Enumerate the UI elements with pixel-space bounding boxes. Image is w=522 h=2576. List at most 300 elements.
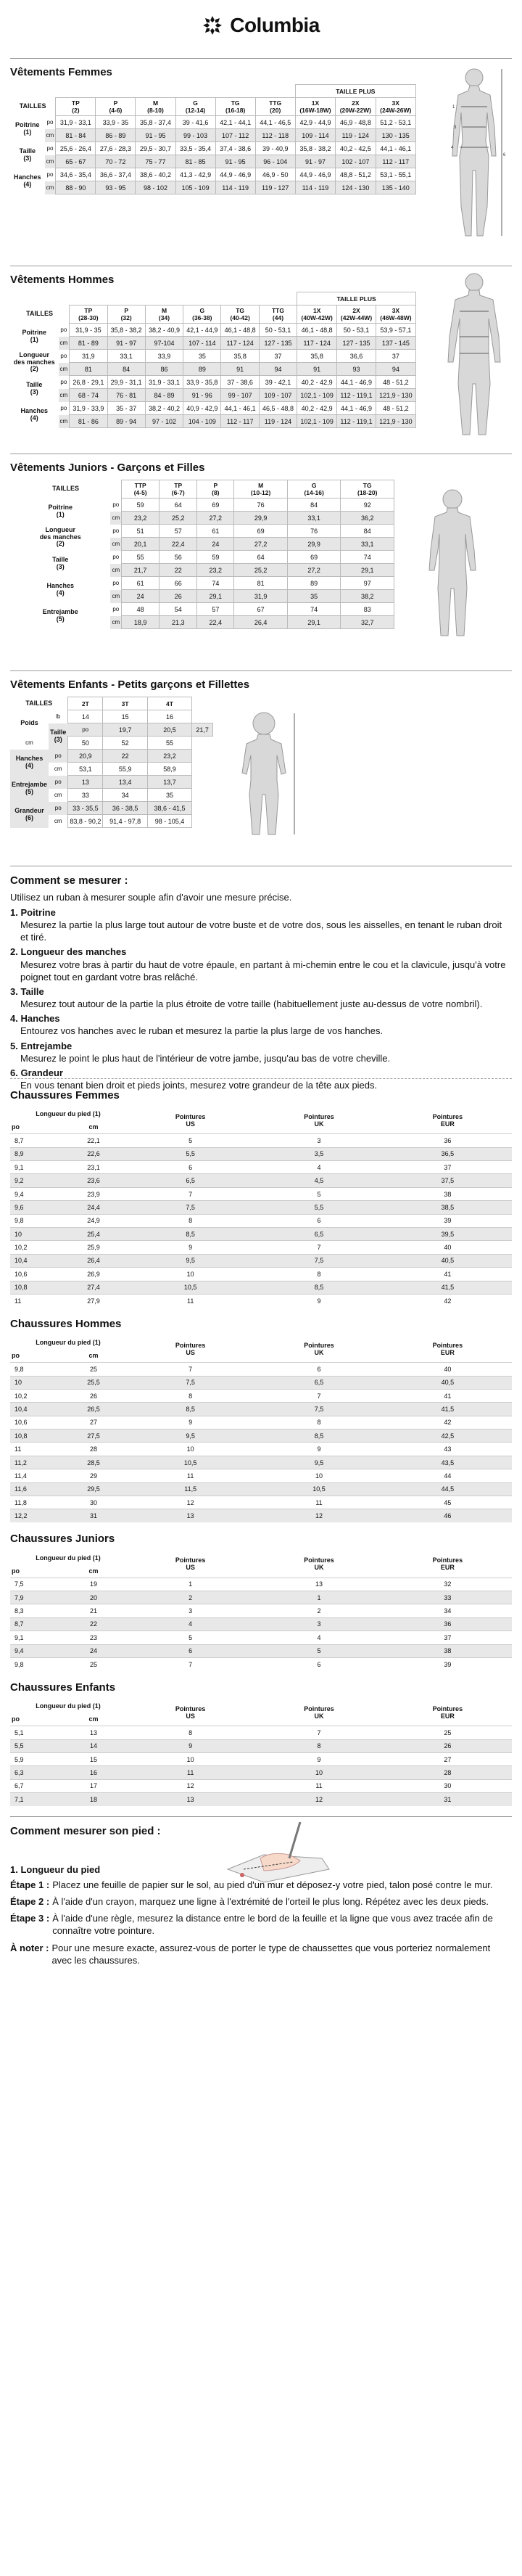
shoe-value: 41 bbox=[384, 1389, 512, 1402]
shoe-value: 10,6 bbox=[10, 1416, 61, 1429]
how-to-item-title: 3. Taille bbox=[10, 985, 44, 997]
size-row bbox=[10, 525, 394, 538]
shoe-value: 36,5 bbox=[384, 1147, 512, 1160]
size-value: 48 bbox=[122, 603, 160, 616]
size-value: 33,5 - 35,4 bbox=[175, 142, 215, 155]
size-value: 22,4 bbox=[160, 538, 197, 551]
shoe-value: 10,2 bbox=[10, 1241, 61, 1254]
shoe-size-table bbox=[10, 1551, 512, 1671]
shoe-value: 6 bbox=[126, 1644, 254, 1657]
foot-howto-title: Comment mesurer son pied : bbox=[10, 1824, 161, 1837]
size-row bbox=[10, 776, 213, 789]
size-value: 44,9 - 46,9 bbox=[215, 168, 255, 181]
size-value: 112 - 119,1 bbox=[337, 389, 376, 402]
size-column-header: TG (40-42) bbox=[221, 305, 259, 324]
size-value: 39 - 40,9 bbox=[255, 142, 295, 155]
shoe-value: 9,6 bbox=[10, 1201, 61, 1214]
shoe-value: 10,4 bbox=[10, 1403, 61, 1416]
size-row bbox=[10, 402, 416, 415]
unit-label: cm bbox=[59, 389, 70, 402]
shoe-row bbox=[10, 1403, 512, 1416]
size-value: 20,9 bbox=[68, 750, 103, 763]
size-row bbox=[10, 710, 213, 723]
shoe-value: 9,1 bbox=[10, 1161, 61, 1174]
size-row bbox=[10, 181, 416, 194]
shoe-row bbox=[10, 1752, 512, 1765]
size-value: 37 bbox=[376, 350, 415, 363]
size-value: 48,8 - 51,2 bbox=[336, 168, 376, 181]
shoe-value: 8,5 bbox=[254, 1281, 383, 1294]
size-value: 27,2 bbox=[234, 538, 288, 551]
size-column-header: 4T bbox=[147, 697, 191, 710]
shoe-value: 8 bbox=[126, 1214, 254, 1227]
size-value: 20,5 bbox=[147, 723, 191, 737]
size-value: 96 - 104 bbox=[255, 155, 295, 168]
measure-label: Grandeur (6) bbox=[10, 802, 49, 828]
size-value: 36 - 38,5 bbox=[103, 802, 147, 815]
size-value: 67 bbox=[234, 603, 288, 616]
shoe-value: 9 bbox=[254, 1294, 383, 1307]
size-row bbox=[10, 324, 416, 337]
size-value: 81 - 85 bbox=[175, 155, 215, 168]
size-column-header: TG (18-20) bbox=[341, 480, 394, 499]
measure-label: Hanches (4) bbox=[10, 750, 49, 776]
shoe-value: 38,5 bbox=[384, 1201, 512, 1214]
shoe-row bbox=[10, 1469, 512, 1482]
shoe-value: 3 bbox=[126, 1604, 254, 1617]
foot-step-label: À noter : bbox=[10, 1942, 49, 1953]
how-to-item bbox=[10, 985, 512, 1010]
shoe-value: 25 bbox=[384, 1726, 512, 1739]
shoe-row bbox=[10, 1228, 512, 1241]
shoe-value: 12 bbox=[254, 1509, 383, 1522]
unit-label: cm bbox=[25, 739, 33, 746]
shoe-value: 4,5 bbox=[254, 1174, 383, 1187]
shoe-row bbox=[10, 1578, 512, 1591]
size-value: 19,7 bbox=[103, 723, 147, 737]
size-value: 34 bbox=[103, 789, 147, 802]
shoe-value: 40,5 bbox=[384, 1254, 512, 1267]
size-value: 117 - 124 bbox=[297, 337, 337, 350]
us-header: Pointures US bbox=[175, 1113, 206, 1128]
shoe-row bbox=[10, 1739, 512, 1752]
shoe-value: 40 bbox=[384, 1241, 512, 1254]
size-value: 91 - 96 bbox=[183, 389, 221, 402]
size-value: 97 - 102 bbox=[145, 415, 183, 428]
foot-step-label: Étape 1 : bbox=[10, 1879, 50, 1890]
shoe-value: 10 bbox=[10, 1228, 61, 1241]
size-row bbox=[10, 337, 416, 350]
size-value: 81 - 89 bbox=[70, 337, 107, 350]
size-column-header: G (12-14) bbox=[175, 98, 215, 116]
shoe-value: 23,6 bbox=[61, 1174, 126, 1187]
shoe-value: 27,9 bbox=[61, 1294, 126, 1307]
size-row bbox=[10, 499, 394, 512]
shoe-value: 9 bbox=[254, 1752, 383, 1765]
shoe-value: 14 bbox=[61, 1739, 126, 1752]
size-value: 137 - 145 bbox=[376, 337, 415, 350]
size-value: 38,6 - 41,5 bbox=[147, 802, 191, 815]
shoe-value: 10,5 bbox=[126, 1281, 254, 1294]
size-value: 58,9 bbox=[147, 763, 191, 776]
size-value: 91 bbox=[221, 363, 259, 376]
unit-label: po bbox=[49, 776, 68, 789]
shoe-value: 32 bbox=[384, 1578, 512, 1591]
size-value: 42,1 - 44,9 bbox=[183, 324, 221, 337]
shoe-value: 19 bbox=[61, 1578, 126, 1591]
shoe-value: 33 bbox=[384, 1591, 512, 1604]
shoe-value: 11 bbox=[126, 1766, 254, 1779]
size-value: 33,9 - 35,8 bbox=[183, 376, 221, 389]
shoe-value: 6 bbox=[254, 1363, 383, 1376]
size-column-header: TP (28-30) bbox=[70, 305, 107, 324]
size-value: 46,1 - 48,8 bbox=[297, 324, 337, 337]
size-value: 84 bbox=[341, 525, 394, 538]
shoe-value: 28 bbox=[61, 1443, 126, 1456]
section-title: Vêtements Hommes bbox=[10, 274, 115, 286]
men-size-table bbox=[10, 292, 416, 428]
shoe-value: 11,2 bbox=[10, 1456, 61, 1469]
shoe-row bbox=[10, 1187, 512, 1200]
size-value: 37 bbox=[259, 350, 297, 363]
shoe-value: 36 bbox=[384, 1617, 512, 1630]
size-value: 23,2 bbox=[197, 564, 234, 577]
foot-step-label: Étape 2 : bbox=[10, 1896, 50, 1908]
eur-header: Pointures EUR bbox=[432, 1113, 463, 1128]
size-row bbox=[10, 577, 394, 590]
shoe-value: 8,5 bbox=[126, 1228, 254, 1241]
size-value: 64 bbox=[160, 499, 197, 512]
shoe-value: 39 bbox=[384, 1214, 512, 1227]
section-title: Chaussures Femmes bbox=[10, 1089, 120, 1102]
size-value: 56 bbox=[160, 551, 197, 564]
shoe-value: 10 bbox=[126, 1443, 254, 1456]
size-value: 20,1 bbox=[122, 538, 160, 551]
size-value: 26,4 bbox=[234, 616, 288, 629]
size-column-header: TG (16-18) bbox=[215, 98, 255, 116]
shoe-value: 25,9 bbox=[61, 1241, 126, 1254]
size-value: 91 - 97 bbox=[107, 337, 145, 350]
size-value: 16 bbox=[147, 710, 191, 723]
shoe-value: 27 bbox=[61, 1416, 126, 1429]
shoe-value: 2 bbox=[254, 1604, 383, 1617]
foot-step-text: À l'aide d'une règle, mesurez la distance entre le bord de la feuille et la ligne que vous avez tracée afin de connaître votre pointure. bbox=[52, 1913, 493, 1937]
how-to-item-text: Mesurez le point le plus haut de l'intérieur de votre jambe, jusqu'au bas de votre cheville. bbox=[20, 1052, 391, 1064]
cm-header: cm bbox=[88, 1715, 99, 1723]
shoe-value: 25 bbox=[61, 1657, 126, 1670]
size-value: 33,9 - 35 bbox=[96, 116, 136, 129]
size-value: 109 - 107 bbox=[259, 389, 297, 402]
measure-label: Poids bbox=[20, 718, 38, 726]
shoe-value: 24,9 bbox=[61, 1214, 126, 1227]
unit-label: cm bbox=[54, 792, 62, 798]
po-header: po bbox=[12, 1352, 20, 1360]
svg-text:3: 3 bbox=[454, 126, 457, 130]
size-value: 46,9 - 48,8 bbox=[336, 116, 376, 129]
shoe-value: 13 bbox=[126, 1509, 254, 1522]
unit-label: po bbox=[60, 405, 67, 411]
shoe-row bbox=[10, 1617, 512, 1630]
foot-step-text: Placez une feuille de papier sur le sol, au pied d'un mur et déposez-y votre pied, talon posé contre le mur. bbox=[52, 1879, 493, 1890]
size-value: 97-104 bbox=[145, 337, 183, 350]
shoe-value: 3 bbox=[254, 1134, 383, 1147]
size-value: 91 - 95 bbox=[136, 129, 175, 142]
how-to-item-text: Entourez vos hanches avec le ruban et mesurez la partie la plus large de vos hanches. bbox=[20, 1025, 384, 1037]
size-value: 117 - 124 bbox=[221, 337, 259, 350]
size-value: 112 - 119,1 bbox=[337, 415, 376, 428]
size-value: 29,1 bbox=[287, 616, 341, 629]
size-value: 38,2 - 40,2 bbox=[145, 402, 183, 415]
size-header: TAILLES bbox=[26, 310, 53, 318]
size-value: 127 - 135 bbox=[259, 337, 297, 350]
shoe-value: 5,5 bbox=[126, 1147, 254, 1160]
shoe-value: 44,5 bbox=[384, 1482, 512, 1496]
shoe-value: 4 bbox=[254, 1631, 383, 1644]
shoe-value: 24,4 bbox=[61, 1201, 126, 1214]
shoe-value: 10,8 bbox=[10, 1281, 61, 1294]
size-value: 107 - 114 bbox=[183, 337, 221, 350]
size-row bbox=[10, 737, 213, 750]
shoe-value: 22 bbox=[61, 1617, 126, 1630]
shoe-value: 11,8 bbox=[10, 1496, 61, 1509]
size-value: 31,9 - 33,1 bbox=[145, 376, 183, 389]
size-value: 33,9 bbox=[145, 350, 183, 363]
size-value: 84 bbox=[107, 363, 145, 376]
shoe-value: 12 bbox=[254, 1793, 383, 1806]
foot-step bbox=[10, 1895, 512, 1908]
shoe-row bbox=[10, 1281, 512, 1294]
size-value: 33,1 bbox=[107, 350, 145, 363]
measure-label: Poitrine (1) bbox=[15, 121, 40, 136]
size-value: 102,1 - 109 bbox=[297, 389, 337, 402]
size-value: 84 - 89 bbox=[145, 389, 183, 402]
how-to-item bbox=[10, 1040, 512, 1065]
kids-clothing-section bbox=[10, 678, 512, 858]
shoe-value: 10,6 bbox=[10, 1268, 61, 1281]
size-value: 61 bbox=[197, 525, 234, 538]
us-header: Pointures US bbox=[175, 1705, 206, 1720]
shoe-value: 26,4 bbox=[61, 1254, 126, 1267]
size-value: 83 bbox=[341, 603, 394, 616]
shoe-row bbox=[10, 1416, 512, 1429]
brand-name: Columbia bbox=[230, 14, 320, 36]
shoe-value: 4 bbox=[126, 1617, 254, 1630]
shoe-value: 38 bbox=[384, 1187, 512, 1200]
shoe-value: 11 bbox=[254, 1779, 383, 1792]
shoe-value: 18 bbox=[61, 1793, 126, 1806]
shoe-value: 8,3 bbox=[10, 1604, 61, 1617]
shoe-value: 5 bbox=[126, 1134, 254, 1147]
size-value: 69 bbox=[234, 525, 288, 538]
size-value: 29,1 bbox=[341, 564, 394, 577]
size-value: 98 - 102 bbox=[136, 181, 175, 194]
kids-size-table bbox=[10, 697, 213, 828]
size-value: 91,4 - 97,8 bbox=[103, 815, 147, 828]
size-column-header: TTG (20) bbox=[255, 98, 295, 116]
size-value: 26 bbox=[160, 590, 197, 603]
measure-label: Longueur des manches (2) bbox=[39, 526, 81, 548]
women-size-table bbox=[10, 84, 416, 194]
unit-label: po bbox=[112, 606, 120, 612]
us-header: Pointures US bbox=[175, 1556, 206, 1572]
unit-label: po bbox=[112, 554, 120, 560]
size-value: 35,8 bbox=[221, 350, 259, 363]
shoe-size-table bbox=[10, 1699, 512, 1806]
shoe-value: 25,5 bbox=[61, 1376, 126, 1389]
size-value: 27,2 bbox=[197, 512, 234, 525]
shoe-value: 6,3 bbox=[10, 1766, 61, 1779]
size-value: 29,9 bbox=[234, 512, 288, 525]
size-header: TAILLES bbox=[25, 699, 53, 707]
how-to-measure bbox=[10, 874, 512, 1091]
shoe-row bbox=[10, 1201, 512, 1214]
cm-header: cm bbox=[88, 1123, 99, 1131]
size-value: 25,2 bbox=[160, 512, 197, 525]
shoe-value: 8 bbox=[254, 1739, 383, 1752]
size-value: 81 bbox=[234, 577, 288, 590]
unit-label: cm bbox=[110, 564, 121, 577]
size-value: 23,2 bbox=[122, 512, 160, 525]
size-value: 81 - 84 bbox=[56, 129, 96, 142]
size-value: 75 - 77 bbox=[136, 155, 175, 168]
how-to-item-title: 2. Longueur des manches bbox=[10, 946, 127, 958]
size-value: 102,1 - 109 bbox=[297, 415, 337, 428]
section-title: Chaussures Hommes bbox=[10, 1317, 122, 1330]
shoe-value: 8,7 bbox=[10, 1617, 61, 1630]
shoe-row bbox=[10, 1644, 512, 1657]
shoe-value: 37 bbox=[384, 1631, 512, 1644]
size-value: 24 bbox=[197, 538, 234, 551]
shoe-value: 17 bbox=[61, 1779, 126, 1792]
size-value: 48 - 51,2 bbox=[376, 402, 415, 415]
size-column-header: M (8-10) bbox=[136, 98, 175, 116]
shoe-value: 6,7 bbox=[10, 1779, 61, 1792]
size-row bbox=[10, 376, 416, 389]
foot-step-text: À l'aide d'un crayon, marquez une ligne à l'extrémité de l'orteil le plus long. Répétez avec les deux pieds. bbox=[52, 1896, 489, 1908]
size-value: 13,4 bbox=[103, 776, 147, 789]
plus-size-label: TAILLE PLUS bbox=[295, 85, 415, 98]
how-to-item-title: 4. Hanches bbox=[10, 1013, 60, 1025]
how-to-item bbox=[10, 1012, 512, 1037]
measure-label: Longueur des manches (2) bbox=[13, 351, 55, 373]
unit-label: po bbox=[49, 802, 68, 815]
size-value: 38,2 bbox=[341, 590, 394, 603]
shoe-value: 5,1 bbox=[10, 1726, 61, 1739]
shoe-value: 7 bbox=[126, 1657, 254, 1670]
shoe-value: 28 bbox=[384, 1766, 512, 1779]
shoe-value: 9,2 bbox=[10, 1174, 61, 1187]
unit-label: cm bbox=[59, 363, 70, 376]
size-column-header: TP (6-7) bbox=[160, 480, 197, 499]
size-value: 76 bbox=[234, 499, 288, 512]
shoe-value: 7,9 bbox=[10, 1591, 61, 1604]
size-value: 124 - 130 bbox=[336, 181, 376, 194]
shoe-value: 8 bbox=[126, 1726, 254, 1739]
shoe-value: 6,5 bbox=[126, 1174, 254, 1187]
unit-label: po bbox=[60, 327, 67, 333]
size-column-header: TP (2) bbox=[56, 98, 96, 116]
size-value: 40,2 - 42,9 bbox=[297, 376, 337, 389]
size-value: 64 bbox=[234, 551, 288, 564]
shoe-value: 20 bbox=[61, 1591, 126, 1604]
shoe-value: 21 bbox=[61, 1604, 126, 1617]
section-title: Vêtements Femmes bbox=[10, 66, 112, 78]
size-value: 84 bbox=[287, 499, 341, 512]
size-value: 104 - 109 bbox=[183, 415, 221, 428]
size-value: 50 - 53,1 bbox=[259, 324, 297, 337]
size-value: 25,6 - 26,4 bbox=[56, 142, 96, 155]
shoe-value: 7,1 bbox=[10, 1793, 61, 1806]
size-value: 31,9 bbox=[234, 590, 288, 603]
size-value: 32,7 bbox=[341, 616, 394, 629]
size-value: 31,9 - 33,1 bbox=[56, 116, 96, 129]
uk-header: Pointures UK bbox=[304, 1705, 334, 1720]
shoe-value: 39,5 bbox=[384, 1228, 512, 1241]
shoe-row bbox=[10, 1429, 512, 1443]
shoe-value: 10 bbox=[10, 1376, 61, 1389]
shoe-size-section bbox=[10, 1681, 512, 1806]
shoe-value: 16 bbox=[61, 1766, 126, 1779]
size-value: 102 - 107 bbox=[336, 155, 376, 168]
size-row bbox=[10, 802, 213, 815]
shoe-row bbox=[10, 1591, 512, 1604]
shoe-value: 9,5 bbox=[254, 1456, 383, 1469]
size-value: 26,8 - 29,1 bbox=[70, 376, 107, 389]
juniors-clothing-section bbox=[10, 462, 512, 663]
shoe-row bbox=[10, 1174, 512, 1187]
shoe-value: 11 bbox=[254, 1496, 383, 1509]
shoe-value: 8,5 bbox=[126, 1403, 254, 1416]
size-value: 119 - 124 bbox=[259, 415, 297, 428]
size-value: 61 bbox=[122, 577, 160, 590]
size-column-header: 2X (42W-44W) bbox=[337, 305, 376, 324]
unit-label: po bbox=[60, 379, 67, 385]
size-column-header: M (10-12) bbox=[234, 480, 288, 499]
shoe-value: 6 bbox=[254, 1214, 383, 1227]
shoe-value: 41,5 bbox=[384, 1403, 512, 1416]
size-header: TAILLES bbox=[19, 102, 46, 110]
shoe-row bbox=[10, 1509, 512, 1522]
measure-label: Poitrine (1) bbox=[48, 504, 72, 518]
size-value: 74 bbox=[287, 603, 341, 616]
how-to-item bbox=[10, 906, 512, 943]
shoe-value: 36 bbox=[384, 1134, 512, 1147]
shoe-value: 42,5 bbox=[384, 1429, 512, 1443]
how-to-item bbox=[10, 946, 512, 983]
shoe-value: 42 bbox=[384, 1294, 512, 1307]
size-value: 59 bbox=[197, 551, 234, 564]
size-row bbox=[10, 551, 394, 564]
shoe-row bbox=[10, 1147, 512, 1160]
size-value: 91 - 95 bbox=[215, 155, 255, 168]
shoe-value: 46 bbox=[384, 1509, 512, 1522]
shoe-value: 7 bbox=[254, 1726, 383, 1739]
shoe-value: 7 bbox=[254, 1389, 383, 1402]
size-value: 112 - 117 bbox=[221, 415, 259, 428]
how-to-item-text: Mesurez votre bras à partir du haut de votre épaule, en partant à mi-chemin entre le cou et la clavicule, jusqu'à votre poignet tout en gardant votre bras relâché. bbox=[20, 959, 506, 983]
foot-measure-section bbox=[10, 1824, 512, 1966]
unit-label: po bbox=[68, 723, 103, 737]
shoe-size-table bbox=[10, 1107, 512, 1308]
shoe-value: 29 bbox=[61, 1469, 126, 1482]
size-column-header: P (4-6) bbox=[96, 98, 136, 116]
shoe-size-section bbox=[10, 1089, 512, 1308]
child-figure-icon bbox=[228, 707, 307, 845]
measure-label: Hanches (4) bbox=[14, 173, 41, 188]
shoe-value: 6,5 bbox=[254, 1376, 383, 1389]
shoe-value: 5,5 bbox=[10, 1739, 61, 1752]
women-clothing-section bbox=[10, 66, 512, 258]
